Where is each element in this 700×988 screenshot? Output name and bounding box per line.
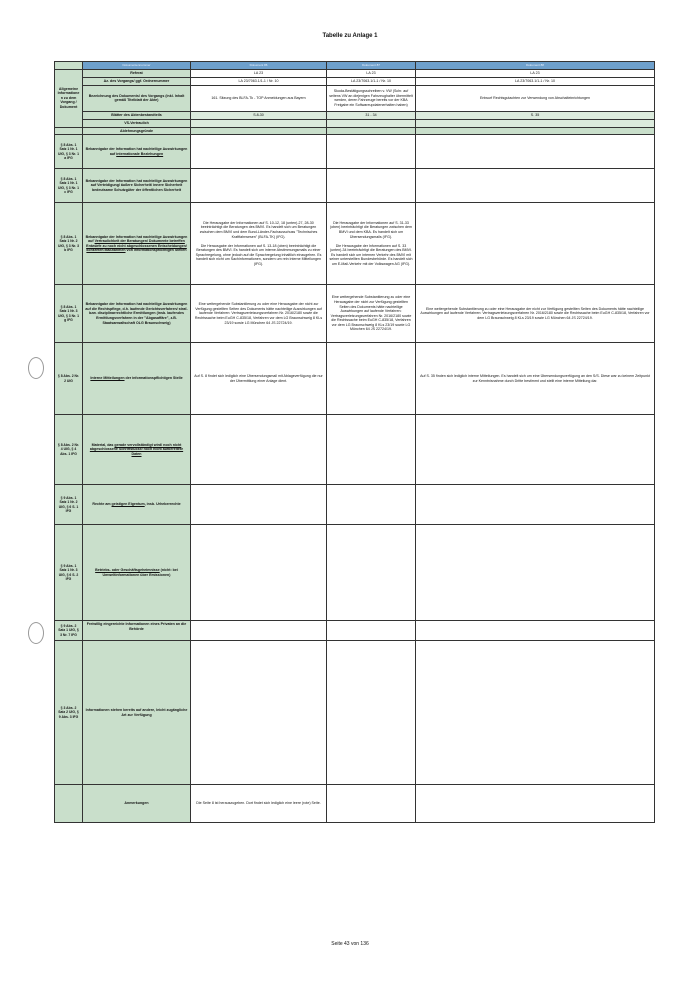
table-row: Blätter des Aktenbestandteils S.8-30 31 - 34 S. 35 — [55, 111, 655, 119]
remarks-label: Anmerkungen — [83, 785, 191, 823]
reason-description: Bekanntgabe der Information hat nachteilige Auswirkungen auf Verteidigung/ äußere Sicherheit/ innere Sicherheit bedeutsame Schutzgüter der öffentlichen Sicherheit — [83, 169, 191, 203]
reason-description: Material, das gerade vervollständigt wird/ noch nicht abgeschlossene Schriftstücke/ noch nicht aufbereitete Daten — [83, 415, 191, 485]
table-row — [55, 169, 655, 203]
doc-number-header: Dokumentennummer — [83, 62, 191, 70]
table-row — [55, 415, 655, 485]
law-reference: § 9 Abs. 2 Satz 1 UIG, § 3 Nr. 7 IFG — [55, 621, 83, 641]
reason-description: Bekanntgabe der Information hat nachteilige Auswirkungen auf die Rechtspflege, d.h. laufende Gerichtsverfahren/ straf- bzw. disziplinarrechtliche Ermittlungen (insb. laufendes Ermittlungsverfahren in der "Abgasaffäre", z.B. Staatsanwaltschaft OLG Braunschweig) — [83, 285, 191, 343]
grounds-label: Ablehnungsgründe — [83, 127, 191, 135]
law-reference: § 8 Abs. 2 Nr. 4 UIG, § 4 Abs. 1 IFG — [55, 415, 83, 485]
law-reference: § 8 Abs. 1 Satz 1 Nr. 2 UIG, § 3 Nr. 3 b IFG — [55, 203, 83, 285]
table-row: Allgemeine Informationen zu dem Vorgang / Dokument Referat LA 23 LA 23 LA 23 — [55, 69, 655, 77]
reason-description: Betriebs- oder Geschäftsgeheimnisse (nicht: bei Umweltinformationen über Emissionen) — [83, 525, 191, 621]
doc-88-header: Dokument 88 — [416, 62, 655, 70]
doc-86-header: Dokument 86 — [191, 62, 327, 70]
punch-hole — [28, 357, 44, 379]
punch-hole — [28, 622, 44, 644]
table-row — [55, 641, 655, 785]
remarks-value: Die Seite 8 ist herauszugeben. Dort findet sich lediglich eine leere (rote) Seite. — [191, 785, 327, 823]
remarks-row — [55, 785, 655, 823]
law-reference: § 9 Abs. 1 Satz 1 Nr. 2 UIG, § 6 S. 1 IFG — [55, 485, 83, 525]
table-row: § 8 Abs. 1 Satz 1 Nr. 2 UIG, § 3 Nr. 3 b IFG Bekanntgabe der Information hat nachteilige Auswirkungen auf Vertraulichkeit der Beratungen/ Dokumente betreffen Entwürfe zu noch nicht abgeschlossenen Entscheidungen/ konkreten Maßnahmen von informationspflichtigen Stellen Die Herausgabe der Informationen auf S. 10-12, 18 (unten)-27, 28-30 beeinträchtigt die Beratungen des BMVI. Es handelt sich um Beratungen zwischen dem BMVI und dem Bund-Länder-Fachausschuss "Technisches Kraftfahrwesen" (BLFA-TK) (IFG). Die Herausgabe der Informationen auf S. 13-18 (oben) beeinträchtigt die Beratungen des BMVI. Es handelt sich um interne Abstimmungsmails zu einer Sprachregelung, ohne jedoch auf die Sprachregelung inhaltlich einzugehen. Es handelt sich nicht um Sachinformationen, sondern um rein interne Mitteilungen (IFG). Die Herausgabe der Informationen auf S. 31-33 (oben) beeinträchtigt die Beratungen zwischen dem BMVI und dem KBA. Es handelt sich um Übersendungsmails (IFG). Die Herausgabe der Informationen auf S. 33 (unten)-34 beeinträchtigt die Beratungen des BMVI. Es handelt sich um internen Verkehr des BMVI mit seiner unterstellten Bundesbehörde. Es handelt sich um E-Mail-Verkehr mit der Volkswagen AG (IFG). — [55, 203, 655, 285]
law-reference: § 8 Abs. 1 Satz 1 Nr. 3 UIG, § 3 Nr. 1 g IFG — [55, 285, 83, 343]
reason-description: Informationen stehen bereits auf andere, leicht zugängliche Art zur Verfügung — [83, 641, 191, 785]
page-title: Tabelle zu Anlage 1 — [322, 33, 378, 39]
table-row: § 8 Abs. 1 Satz 1 Nr. 3 UIG, § 3 Nr. 1 g IFG Bekanntgabe der Information hat nachteilige Auswirkungen auf die Rechtspflege, d.h. laufende Gerichtsverfahren/ straf- bzw. disziplinarrechtliche Ermittlungen (insb. laufendes Ermittlungsverfahren in der "Abgasaffäre", z.B. Staatsanwaltschaft OLG Braunschweig) Eine weitergehende Substantiierung zu oder eine Herausgabe der nicht zur Verfügung gestellten Seiten des Dokuments hätte nachteilige Auswirkungen auf laufende Verfahren: Vertragsverletzungsverfahren Nr. 2016/2180 sowie die Rechtssache beim EuGH C-835/18, Verfahren vor dem LG Braunschweig 8 KLs 23/19 sowie LG München 64 JS 22724/19. Eine weitergehende Substantiierung zu oder eine Herausgabe der nicht zur Verfügung gestellten Seiten des Dokuments hätte nachteilige Auswirkungen auf laufende Verfahren: Vertragsverletzungsverfahren Nr. 2016/2180 sowie die Rechtssache beim EuGH C-835/18, Verfahren vor dem LG Braunschweig 8 KLs 23/19 sowie LG München 64 JS 22724/19. Eine weitergehende Substantiierung zu oder eine Herausgabe der nicht zur Verfügung gestellten Seiten des Dokuments hätte nachteilige Auswirkungen auf laufende Verfahren: Vertragsverletzungsverfahren Nr. 2016/2180 sowie die Rechtssache beim EuGH C-835/18, Verfahren vor dem LG Braunschweig 8 KLs 23/19 sowie LG München 64 JS 22724/19. — [55, 285, 655, 343]
reason-description: Freiwillig eingereichte Informationen eines Privaten an die Behörde — [83, 621, 191, 641]
table-row: Bezeichnung des Dokuments/ des Vorgangs (inkl. Inhalt gemäß Titelblatt der Akte) 161. Sitzung des BLFA-Tk - TOP Anmeldungen aus Bayern Skoda-Bestätigungsschreiben v. VW (Schr. auf seitens VW an diejenigen Fahrzeughalter übermittelt werden, deren Fahrzeuge bereits vor der KBA Freigabe ein Softwareupdatenerhalten haben) Entwurf Rechtsgutachten zur Verwendung von Abschalteinrichtungen — [55, 85, 655, 111]
table-row — [55, 135, 655, 169]
reason-description: Bekanntgabe der Information hat nachteilige Auswirkungen auf internationale Beziehungen — [83, 135, 191, 169]
reason-description: Interne Mitteilungen der informationspflichtigen Stelle — [83, 343, 191, 415]
law-reference: § 8 Abs. 1 Satz 1 Nr. 1 UIG, § 3 Nr. 1 a IFG — [55, 135, 83, 169]
page-number: Seite 43 von 136 — [331, 941, 369, 947]
grounds-header — [55, 127, 655, 135]
law-reference: § 8 Abs. 1 Satz 1 Nr. 1 UIG, § 3 Nr. 1 c IFG — [55, 169, 83, 203]
table-top-header — [55, 62, 655, 70]
document-table — [54, 61, 655, 823]
law-reference: § 3 Abs. 2 Satz 2 UIG, § 9 Abs. 3 IFG — [55, 641, 83, 785]
law-reference: § 8 Abs. 2 Nr. 2 UIG — [55, 343, 83, 415]
reason-description: Rechte am geistigen Eigentum, insb. Urheberrechte — [83, 485, 191, 525]
law-reference: § 9 Abs. 1 Satz 1 Nr. 3 UIG, § 6 S. 2 IFG — [55, 525, 83, 621]
table-row — [55, 485, 655, 525]
table-row: Az. des Vorgangs/ ggf. Ordnernummer LA 23/7063.1/1-1 / Nr. 10 LA 23/7063.1/1-1 / Nr. 10 LA 23/7063.1/1-1 / Nr. 10 — [55, 77, 655, 85]
doc-87-header: Dokument 87 — [327, 62, 416, 70]
section-label: Allgemeine Informationen zu dem Vorgang / Dokument — [55, 69, 83, 127]
table-row: VS-Vertraulich — [55, 119, 655, 127]
table-row — [55, 621, 655, 641]
reason-description: Bekanntgabe der Information hat nachteilige Auswirkungen auf Vertraulichkeit der Beratungen/ Dokumente betreffen Entwürfe zu noch nicht abgeschlossenen Entscheidungen/ konkreten Maßnahmen von informationspflichtigen Stellen — [83, 203, 191, 285]
table-row — [55, 525, 655, 621]
table-row: § 8 Abs. 2 Nr. 2 UIG Interne Mitteilungen der informationspflichtigen Stelle Auf S. 8 findet sich lediglich eine Übersendungsmail mit Ablageverfügung die nur der Übermittlung einer Anlage dient. Auf S. 35 finden sich lediglich interne Mitteilungen. Es handelt sich um eine Übersendungsverfügung an den S/S. Diese war zu keinem Zeitpunkt zur Kenntnisnahme durch Dritte bestimmt und stellt eine interne Mitteilung dar. — [55, 343, 655, 415]
